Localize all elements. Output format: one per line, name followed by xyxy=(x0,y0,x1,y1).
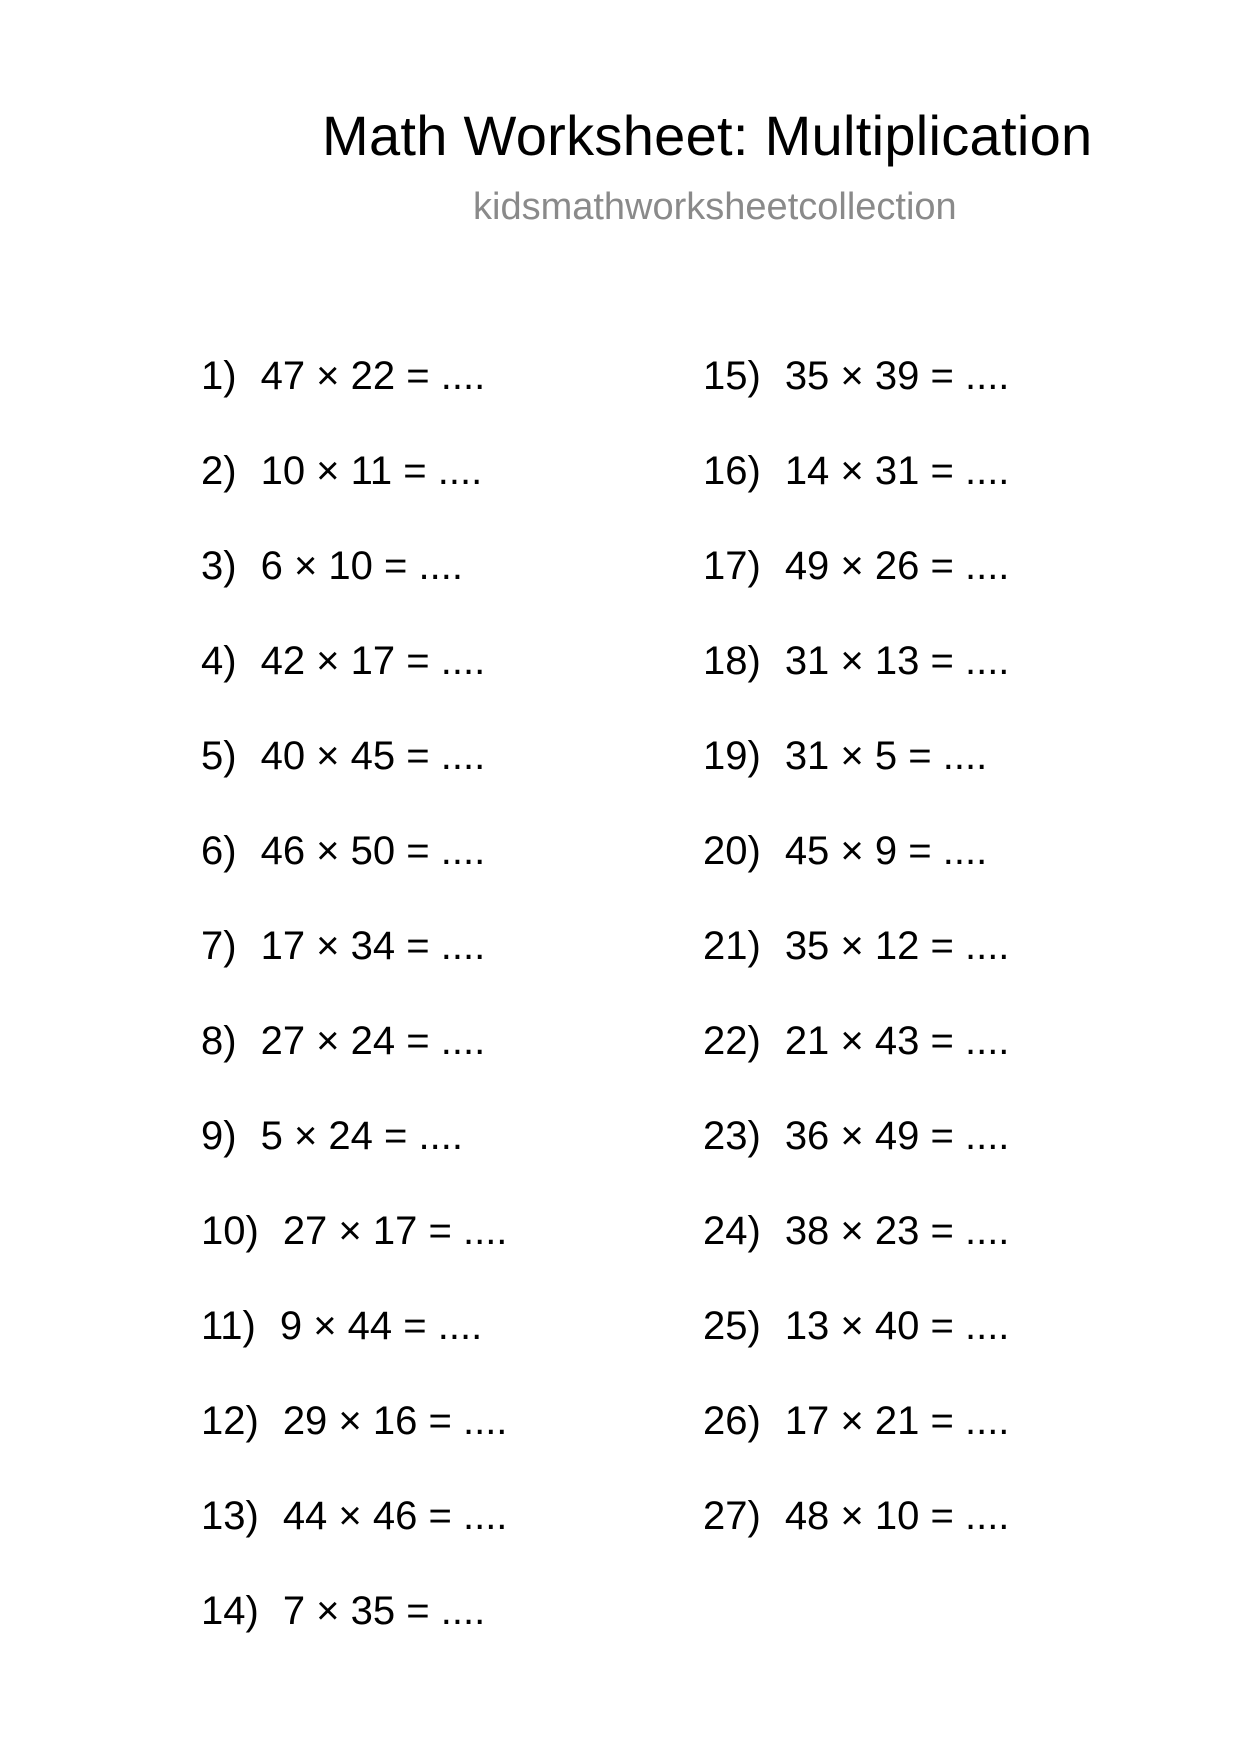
problem-number: 7) xyxy=(201,924,237,968)
problem-number: 4) xyxy=(201,639,237,683)
problem-item xyxy=(703,731,1009,826)
problem-expression: 10 × 11 = .... xyxy=(260,449,483,493)
problem-item xyxy=(703,1491,1009,1586)
problem-number: 26) xyxy=(703,1399,761,1443)
problem-number: 24) xyxy=(703,1209,761,1253)
problem-item xyxy=(201,541,507,636)
problem-expression: 44 × 46 = .... xyxy=(282,1494,508,1538)
problem-item xyxy=(703,351,1009,446)
problem-expression: 48 × 10 = .... xyxy=(784,1494,1010,1538)
problem-item xyxy=(201,1491,507,1586)
problem-expression: 46 × 50 = .... xyxy=(260,829,486,873)
problem-expression: 17 × 34 = .... xyxy=(260,924,486,968)
problem-item xyxy=(703,541,1009,636)
problem-item xyxy=(201,1301,507,1396)
problem-expression: 35 × 12 = .... xyxy=(784,924,1010,968)
problem-expression: 40 × 45 = .... xyxy=(260,734,486,778)
problem-item xyxy=(703,826,1009,921)
problem-item xyxy=(703,1111,1009,1206)
problem-column-right xyxy=(703,351,1009,1586)
problem-item xyxy=(201,1111,507,1206)
problem-expression: 38 × 23 = .... xyxy=(784,1209,1010,1253)
problem-item xyxy=(201,1586,507,1681)
problem-expression: 27 × 24 = .... xyxy=(260,1019,486,1063)
problem-number: 1) xyxy=(201,354,237,398)
problem-number: 20) xyxy=(703,829,761,873)
problem-item xyxy=(201,1016,507,1111)
problem-number: 6) xyxy=(201,829,237,873)
problem-number: 18) xyxy=(703,639,761,683)
problem-column-left xyxy=(201,351,507,1681)
page-subtitle: kidsmathworksheetcollection xyxy=(473,186,957,228)
problem-item xyxy=(703,636,1009,731)
problem-item xyxy=(703,1206,1009,1301)
problem-item xyxy=(201,921,507,1016)
problem-item xyxy=(703,921,1009,1016)
problem-expression: 6 × 10 = .... xyxy=(260,544,463,588)
problem-expression: 45 × 9 = .... xyxy=(784,829,988,873)
problem-number: 13) xyxy=(201,1494,259,1538)
problem-number: 2) xyxy=(201,449,237,493)
problem-item xyxy=(703,446,1009,541)
problem-expression: 21 × 43 = .... xyxy=(784,1019,1010,1063)
problem-item xyxy=(201,636,507,731)
problem-expression: 36 × 49 = .... xyxy=(784,1114,1010,1158)
problem-expression: 29 × 16 = .... xyxy=(282,1399,508,1443)
problem-expression: 17 × 21 = .... xyxy=(784,1399,1010,1443)
problem-number: 5) xyxy=(201,734,237,778)
problem-number: 27) xyxy=(703,1494,761,1538)
problem-expression: 49 × 26 = .... xyxy=(784,544,1010,588)
problem-item xyxy=(201,446,507,541)
problem-number: 12) xyxy=(201,1399,259,1443)
problem-number: 14) xyxy=(201,1589,259,1633)
problem-expression: 5 × 24 = .... xyxy=(260,1114,463,1158)
problem-item xyxy=(201,826,507,921)
problem-number: 17) xyxy=(703,544,761,588)
problem-expression: 27 × 17 = .... xyxy=(282,1209,508,1253)
problem-number: 23) xyxy=(703,1114,761,1158)
problem-number: 25) xyxy=(703,1304,761,1348)
problem-number: 22) xyxy=(703,1019,761,1063)
page-title: Math Worksheet: Multiplication xyxy=(322,104,1093,167)
problem-expression: 14 × 31 = .... xyxy=(784,449,1010,493)
problem-number: 8) xyxy=(201,1019,237,1063)
problem-item xyxy=(201,731,507,826)
problem-number: 15) xyxy=(703,354,761,398)
problem-expression: 47 × 22 = .... xyxy=(260,354,486,398)
problem-item xyxy=(201,351,507,446)
problem-number: 9) xyxy=(201,1114,237,1158)
problem-expression: 31 × 5 = .... xyxy=(784,734,988,778)
problem-item xyxy=(703,1301,1009,1396)
problem-number: 19) xyxy=(703,734,761,778)
problem-expression: 7 × 35 = .... xyxy=(282,1589,486,1633)
problem-expression: 31 × 13 = .... xyxy=(784,639,1010,683)
problem-item xyxy=(201,1396,507,1491)
problem-item xyxy=(703,1016,1009,1111)
problem-expression: 35 × 39 = .... xyxy=(784,354,1010,398)
problem-expression: 9 × 44 = .... xyxy=(279,1304,483,1348)
problem-expression: 13 × 40 = .... xyxy=(784,1304,1010,1348)
problem-number: 3) xyxy=(201,544,237,588)
problem-item xyxy=(201,1206,507,1301)
problem-number: 11) xyxy=(201,1304,256,1348)
problem-number: 10) xyxy=(201,1209,259,1253)
problem-item xyxy=(703,1396,1009,1491)
problem-number: 21) xyxy=(703,924,761,968)
problem-number: 16) xyxy=(703,449,761,493)
problem-expression: 42 × 17 = .... xyxy=(260,639,486,683)
